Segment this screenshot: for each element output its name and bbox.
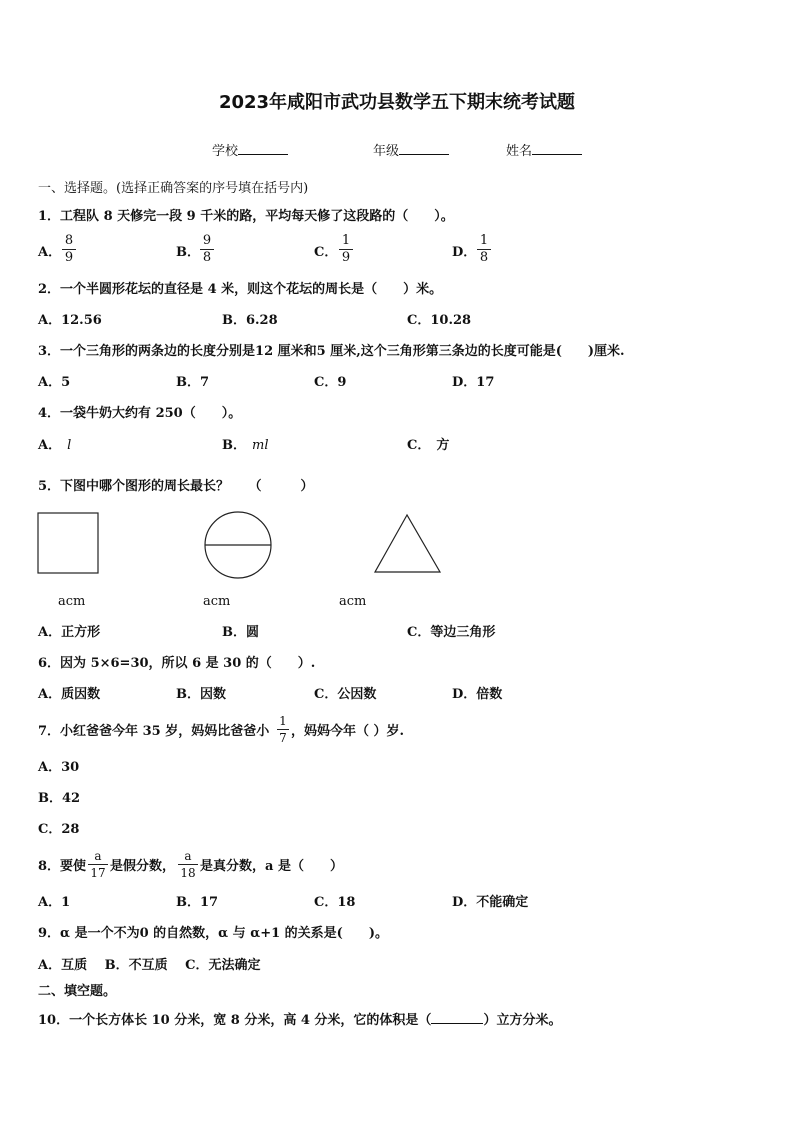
question-9: 9．α 是一个不为0 的自然数，α 与 α+1 的关系是( )。	[38, 926, 388, 941]
q4-c-value: 方	[436, 438, 450, 453]
q7-option-a[interactable]: A．30	[38, 760, 80, 775]
q5-figures	[30, 505, 470, 585]
name-field[interactable]	[506, 142, 582, 160]
q1-option-b-fraction	[200, 234, 214, 265]
q7-numerator: 1	[279, 714, 287, 728]
q1-d-denominator: 8	[479, 250, 489, 265]
q1-d-numerator: 1	[479, 233, 489, 248]
q1-c-denominator: 9	[341, 250, 351, 265]
q5-option-a[interactable]: A．正方形	[38, 625, 101, 640]
q5-option-b[interactable]: B．圆	[222, 625, 259, 640]
question-5: 5．下图中哪个图形的周长最长？ （ ）	[38, 479, 314, 494]
q6-option-d[interactable]: D．倍数	[452, 687, 503, 702]
q7-option-c[interactable]: C．28	[38, 822, 80, 837]
q1-option-c-fraction	[339, 234, 353, 265]
question-8-end: 是真分数，a 是（ ）	[200, 859, 343, 874]
q8-fraction-2	[178, 849, 198, 880]
q1-a-denominator: 9	[64, 250, 74, 265]
section-heading-fill: 二、填空题。	[38, 984, 117, 999]
q1-option-b-label[interactable]: B．	[176, 245, 200, 260]
q8-option-a[interactable]: A．1	[38, 895, 71, 910]
q8-option-d[interactable]: D．不能确定	[452, 895, 529, 910]
q2-option-b[interactable]: B．6.28	[222, 313, 278, 328]
q1-b-denominator: 8	[202, 250, 212, 265]
question-2: 2．一个半圆形花坛的直径是 4 米，则这个花坛的周长是（ ）米。	[38, 282, 443, 297]
q3-option-a[interactable]: A．5	[38, 375, 71, 390]
q10-answer-blank[interactable]	[431, 1011, 483, 1024]
question-7-stem-end: ，妈妈今年（ ）岁.	[291, 724, 405, 739]
q1-c-numerator: 1	[341, 233, 351, 248]
name-blank[interactable]	[532, 142, 582, 155]
q4-option-c[interactable]	[407, 438, 449, 454]
q6-option-c[interactable]: C．公因数	[314, 687, 377, 702]
question-3: 3．一个三角形的两条边的长度分别是12 厘米和5 厘米,这个三角形第三条边的长度可能是( )厘米.	[38, 344, 625, 359]
q8-f1-numerator: a	[94, 849, 102, 863]
q1-option-d-label[interactable]: D．	[452, 245, 477, 260]
question-8-start: 8．要使	[38, 859, 87, 874]
square-shape	[38, 513, 98, 573]
q8-f2-denominator: 18	[180, 866, 196, 880]
q4-a-label: A．	[38, 438, 62, 453]
q6-option-b[interactable]: B．因数	[176, 687, 226, 702]
q7-denominator: 7	[279, 731, 287, 745]
q1-option-c-label[interactable]: C．	[314, 245, 338, 260]
q3-option-b[interactable]: B．7	[176, 375, 210, 390]
q8-fraction-1	[88, 849, 108, 880]
q4-a-value: l	[67, 438, 72, 453]
question-8-middle: 是假分数，	[110, 859, 176, 874]
q4-b-value: ml	[252, 438, 269, 453]
question-4: 4．一袋牛奶大约有 250（ ）。	[38, 406, 242, 421]
q4-option-a[interactable]	[38, 438, 71, 454]
q8-option-c[interactable]: C．18	[314, 895, 356, 910]
q8-f2-numerator: a	[184, 849, 192, 863]
school-label: 学校	[212, 144, 239, 159]
q3-option-d[interactable]: D．17	[452, 375, 495, 390]
q3-option-c[interactable]: C．9	[314, 375, 347, 390]
q2-option-c[interactable]: C．10.28	[407, 313, 472, 328]
name-label: 姓名	[506, 144, 533, 159]
school-field[interactable]	[212, 142, 288, 160]
q1-option-d-fraction	[477, 234, 491, 265]
triangle-caption: acm	[339, 594, 367, 609]
grade-label: 年级	[373, 144, 400, 159]
grade-blank[interactable]	[399, 142, 449, 155]
question-1: 1．工程队 8 天修完一段 9 千米的路，平均每天修了这段路的（ ）。	[38, 209, 454, 224]
q8-option-b[interactable]: B．17	[176, 895, 219, 910]
q7-fraction	[277, 714, 289, 745]
q10-end: ）立方分米。	[483, 1013, 562, 1028]
q1-option-a-label[interactable]: A．	[38, 245, 62, 260]
q5-option-c[interactable]: C．等边三角形	[407, 625, 496, 640]
q7-option-b[interactable]: B．42	[38, 791, 81, 806]
q6-option-a[interactable]: A．质因数	[38, 687, 101, 702]
square-caption: acm	[58, 594, 86, 609]
circle-caption: acm	[203, 594, 231, 609]
school-blank[interactable]	[238, 142, 288, 155]
triangle-shape	[375, 515, 440, 572]
q1-a-numerator: 8	[64, 233, 74, 248]
section-heading-choice: 一、选择题。(选择正确答案的序号填在括号内)	[38, 181, 309, 196]
grade-field[interactable]	[373, 142, 449, 160]
q10-start: 10．一个长方体长 10 分米，宽 8 分米，高 4 分米，它的体积是（	[38, 1013, 432, 1028]
q4-c-label: C．	[407, 438, 431, 453]
q9-options[interactable]: A．互质 B．不互质 C．无法确定	[38, 958, 261, 973]
question-6: 6．因为 5×6=30，所以 6 是 30 的（ ）.	[38, 656, 316, 671]
q8-f1-denominator: 17	[90, 866, 106, 880]
question-10	[38, 1011, 561, 1029]
q2-option-a[interactable]: A．12.56	[38, 313, 102, 328]
question-7-stem-start: 7．小红爸爸今年 35 岁，妈妈比爸爸小	[38, 724, 270, 739]
q1-b-numerator: 9	[202, 233, 212, 248]
q4-option-b[interactable]	[222, 438, 269, 454]
page-title: 2023年咸阳市武功县数学五下期末统考试题	[218, 92, 576, 113]
q4-b-label: B．	[222, 438, 246, 453]
q1-option-a-fraction	[62, 234, 76, 265]
